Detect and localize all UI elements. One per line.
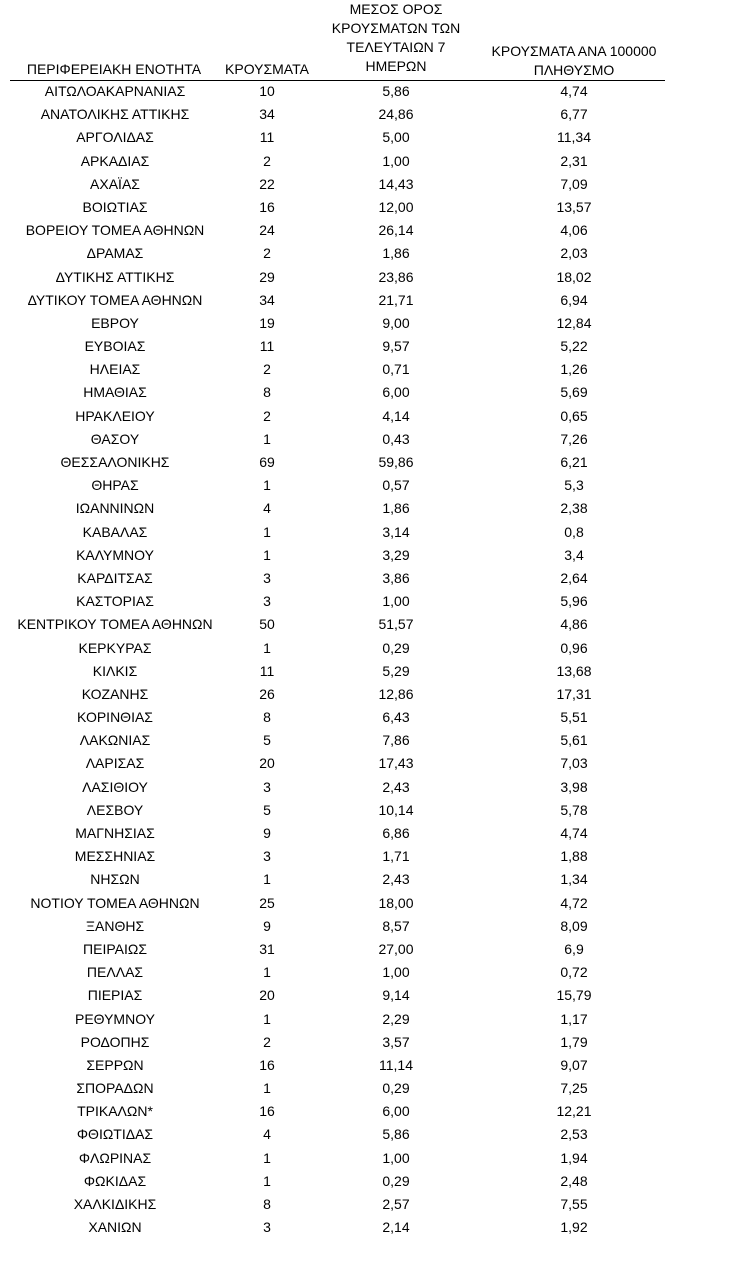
cell-cases: 24 xyxy=(259,222,275,239)
cell-avg-7-days: 27,00 xyxy=(378,940,414,957)
cell-cases: 19 xyxy=(259,314,275,331)
cell-cases: 2 xyxy=(263,152,271,169)
header-per-line: ΚΡΟΥΣΜΑΤΑ ΑΝΑ 100000 xyxy=(491,43,657,59)
cell-cases: 9 xyxy=(263,917,271,934)
table-row xyxy=(0,150,750,173)
cell-cases: 1 xyxy=(263,477,271,494)
cell-region: ΜΕΣΣΗΝΙΑΣ xyxy=(74,848,156,865)
table-row xyxy=(0,637,750,660)
cell-avg-7-days: 23,86 xyxy=(378,268,414,285)
cell-per-100k: 7,25 xyxy=(560,1080,588,1097)
table-row xyxy=(0,1031,750,1054)
cell-avg-7-days: 6,00 xyxy=(382,384,410,401)
cell-region: ΘΑΣΟΥ xyxy=(90,430,140,447)
header-per-line: ΠΛΗΘΥΣΜΟ xyxy=(533,62,615,78)
table-row xyxy=(0,497,750,520)
cell-region: ΚΟΡΙΝΘΙΑΣ xyxy=(77,709,153,726)
cell-per-100k: 4,86 xyxy=(560,616,588,633)
cell-per-100k: 4,74 xyxy=(560,83,588,99)
cell-avg-7-days: 7,86 xyxy=(382,732,410,749)
cell-per-100k: 2,53 xyxy=(560,1126,588,1143)
cell-region: ΚΑΡΔΙΤΣΑΣ xyxy=(77,569,153,586)
cell-per-100k: 0,72 xyxy=(560,964,588,981)
cell-region: ΘΕΣΣΑΛΟΝΙΚΗΣ xyxy=(60,454,170,470)
cell-per-100k: 5,69 xyxy=(560,384,588,401)
cell-avg-7-days: 8,57 xyxy=(382,917,410,934)
cell-cases: 25 xyxy=(259,894,275,911)
table-row xyxy=(0,938,750,961)
cell-cases: 3 xyxy=(263,593,271,610)
cell-region: ΧΑΝΙΩΝ xyxy=(88,1219,142,1236)
table-row xyxy=(0,266,750,289)
table-row xyxy=(0,776,750,799)
cell-per-100k: 1,79 xyxy=(560,1033,588,1050)
cell-cases: 10 xyxy=(259,83,275,99)
cell-region: ΦΘΙΩΤΙΔΑΣ xyxy=(76,1126,154,1143)
cell-avg-7-days: 5,86 xyxy=(382,1126,410,1143)
cell-region: ΝΗΣΩΝ xyxy=(90,871,140,888)
cell-region: ΙΩΑΝΝΙΝΩΝ xyxy=(75,500,155,517)
cell-per-100k: 5,51 xyxy=(560,709,588,726)
cell-per-100k: 5,61 xyxy=(560,732,588,749)
cell-per-100k: 13,57 xyxy=(556,198,592,215)
table-row xyxy=(0,613,750,636)
table-row xyxy=(0,196,750,219)
table-row xyxy=(0,381,750,404)
cell-region: ΕΒΡΟΥ xyxy=(91,314,139,331)
cell-per-100k: 17,31 xyxy=(556,685,592,702)
cell-avg-7-days: 1,86 xyxy=(382,245,410,262)
cell-per-100k: 6,9 xyxy=(564,940,584,957)
cell-cases: 3 xyxy=(263,848,271,865)
cell-cases: 1 xyxy=(263,1172,271,1189)
cell-per-100k: 13,68 xyxy=(556,662,592,679)
header-cases: ΚΡΟΥΣΜΑΤΑ xyxy=(225,61,309,77)
cell-per-100k: 2,48 xyxy=(560,1172,588,1189)
cell-per-100k: 5,96 xyxy=(560,593,588,610)
cell-region: ΛΑΚΩΝΙΑΣ xyxy=(79,732,151,749)
cell-avg-7-days: 1,00 xyxy=(382,152,410,169)
cell-region: ΚΑΣΤΟΡΙΑΣ xyxy=(76,593,154,610)
table-row xyxy=(0,868,750,891)
header-cases-per-100k xyxy=(470,42,678,80)
cell-region: ΑΙΤΩΛΟΑΚΑΡΝΑΝΙΑΣ xyxy=(44,83,186,99)
cell-avg-7-days: 0,29 xyxy=(382,1172,410,1189)
cell-region: ΔΡΑΜΑΣ xyxy=(86,245,144,262)
cell-cases: 20 xyxy=(259,755,275,772)
cell-avg-7-days: 9,57 xyxy=(382,338,410,355)
cell-region: ΒΟΙΩΤΙΑΣ xyxy=(82,198,148,215)
cell-region: ΗΛΕΙΑΣ xyxy=(89,361,141,378)
cell-cases: 1 xyxy=(263,1149,271,1166)
table-row xyxy=(0,173,750,196)
cell-per-100k: 0,8 xyxy=(564,523,584,540)
cell-region: ΗΡΑΚΛΕΙΟΥ xyxy=(75,407,155,424)
cell-avg-7-days: 0,29 xyxy=(382,639,410,656)
table-row xyxy=(0,242,750,265)
cell-per-100k: 4,72 xyxy=(560,894,588,911)
table-row xyxy=(0,335,750,358)
cell-per-100k: 7,09 xyxy=(560,175,588,192)
cell-cases: 20 xyxy=(259,987,275,1004)
cell-cases: 4 xyxy=(263,500,271,517)
cell-per-100k: 9,07 xyxy=(560,1056,588,1073)
cell-region: ΜΑΓΝΗΣΙΑΣ xyxy=(75,825,155,841)
cell-region: ΚΕΡΚΥΡΑΣ xyxy=(78,639,152,656)
cell-avg-7-days: 0,71 xyxy=(382,361,410,378)
cell-cases: 8 xyxy=(263,384,271,401)
cell-avg-7-days: 1,71 xyxy=(382,848,410,865)
cell-region: ΔΥΤΙΚΗΣ ΑΤΤΙΚΗΣ xyxy=(55,268,175,285)
table-row xyxy=(0,1008,750,1031)
header-avg-line: ΚΡΟΥΣΜΑΤΩΝ ΤΩΝ xyxy=(331,20,461,36)
cell-cases: 22 xyxy=(259,175,275,192)
cell-cases: 2 xyxy=(263,361,271,378)
cell-per-100k: 1,92 xyxy=(560,1219,588,1236)
cell-region: ΦΛΩΡΙΝΑΣ xyxy=(78,1149,152,1166)
cell-cases: 1 xyxy=(263,546,271,563)
cell-avg-7-days: 12,00 xyxy=(378,198,414,215)
cell-cases: 3 xyxy=(263,778,271,795)
cell-avg-7-days: 2,29 xyxy=(382,1010,410,1027)
cell-region: ΠΙΕΡΙΑΣ xyxy=(87,987,143,1004)
cell-per-100k: 1,26 xyxy=(560,361,588,378)
cell-avg-7-days: 5,00 xyxy=(382,129,410,146)
cell-cases: 16 xyxy=(259,1056,275,1073)
cell-per-100k: 4,06 xyxy=(560,222,588,239)
table-row xyxy=(0,567,750,590)
cell-per-100k: 3,98 xyxy=(560,778,588,795)
cell-avg-7-days: 14,43 xyxy=(378,175,414,192)
cell-avg-7-days: 24,86 xyxy=(378,106,414,123)
header-avg-line: ΤΕΛΕΥΤΑΙΩΝ 7 xyxy=(346,39,446,55)
cell-avg-7-days: 2,57 xyxy=(382,1196,410,1212)
cell-cases: 1 xyxy=(263,523,271,540)
cell-per-100k: 2,03 xyxy=(560,245,588,262)
cell-region: ΑΧΑΪΑΣ xyxy=(90,175,140,192)
cell-avg-7-days: 3,57 xyxy=(382,1033,410,1050)
cell-region: ΛΕΣΒΟΥ xyxy=(86,801,144,818)
cell-per-100k: 4,74 xyxy=(560,825,588,841)
header-region: ΠΕΡΙΦΕΡΕΙΑΚΗ ΕΝΟΤΗΤΑ xyxy=(26,61,202,77)
cell-cases: 2 xyxy=(263,245,271,262)
table-row xyxy=(0,845,750,868)
cell-per-100k: 6,21 xyxy=(560,454,588,470)
cell-per-100k: 5,78 xyxy=(560,801,588,818)
cell-region: ΡΟΔΟΠΗΣ xyxy=(80,1033,150,1050)
cell-region: ΚΑΛΥΜΝΟΥ xyxy=(76,546,154,563)
cell-avg-7-days: 6,43 xyxy=(382,709,410,726)
cell-cases: 1 xyxy=(263,1080,271,1097)
cell-per-100k: 1,17 xyxy=(560,1010,588,1027)
cell-cases: 1 xyxy=(263,871,271,888)
cell-region: ΛΑΣΙΘΙΟΥ xyxy=(82,778,148,795)
cell-region: ΠΕΛΛΑΣ xyxy=(86,964,144,981)
cell-avg-7-days: 6,00 xyxy=(382,1103,410,1120)
cell-per-100k: 5,22 xyxy=(560,338,588,355)
table-row xyxy=(0,521,750,544)
table-row xyxy=(0,289,750,312)
cell-per-100k: 0,96 xyxy=(560,639,588,656)
cell-per-100k: 12,21 xyxy=(556,1103,592,1120)
table-row xyxy=(0,1077,750,1100)
cell-cases: 1 xyxy=(263,1010,271,1027)
cell-cases: 1 xyxy=(263,430,271,447)
cell-cases: 29 xyxy=(259,268,275,285)
table-row xyxy=(0,752,750,775)
table-row xyxy=(0,1147,750,1170)
table-row xyxy=(0,1170,750,1193)
cell-region: ΣΠΟΡΑΔΩΝ xyxy=(76,1080,154,1097)
cell-per-100k: 8,09 xyxy=(560,917,588,934)
table-row xyxy=(0,126,750,149)
cell-avg-7-days: 11,14 xyxy=(379,1056,413,1073)
table-row xyxy=(0,1193,750,1216)
cell-per-100k: 6,77 xyxy=(560,106,588,123)
cell-cases: 50 xyxy=(259,616,275,633)
cell-avg-7-days: 21,71 xyxy=(378,291,414,308)
table-row xyxy=(0,961,750,984)
cell-per-100k: 2,64 xyxy=(560,569,588,586)
cell-cases: 3 xyxy=(263,1219,271,1236)
cell-cases: 31 xyxy=(259,940,275,957)
cell-avg-7-days: 59,86 xyxy=(378,454,414,470)
cell-avg-7-days: 0,43 xyxy=(382,430,410,447)
cell-region: ΞΑΝΘΗΣ xyxy=(85,917,145,934)
cell-region: ΑΡΚΑΔΙΑΣ xyxy=(80,152,150,169)
cell-per-100k: 15,79 xyxy=(556,987,592,1004)
cell-avg-7-days: 1,00 xyxy=(382,593,410,610)
cell-per-100k: 2,31 xyxy=(560,152,588,169)
cell-cases: 5 xyxy=(263,732,271,749)
cell-region: ΤΡΙΚΑΛΩΝ* xyxy=(77,1103,153,1120)
cell-per-100k: 11,34 xyxy=(557,129,591,146)
table-row xyxy=(0,474,750,497)
cell-cases: 9 xyxy=(263,825,271,841)
cell-avg-7-days: 9,00 xyxy=(382,314,410,331)
cell-cases: 3 xyxy=(263,569,271,586)
header-avg-line: ΗΜΕΡΩΝ xyxy=(365,58,427,74)
cell-avg-7-days: 2,43 xyxy=(382,871,410,888)
header-avg-line: ΜΕΣΟΣ ΟΡΟΣ xyxy=(349,1,443,17)
cell-avg-7-days: 1,00 xyxy=(382,964,410,981)
cell-per-100k: 18,02 xyxy=(556,268,592,285)
cell-region: ΗΜΑΘΙΑΣ xyxy=(83,384,147,401)
table-row xyxy=(0,892,750,915)
cell-avg-7-days: 26,14 xyxy=(378,222,414,239)
table-row xyxy=(0,312,750,335)
table-row xyxy=(0,80,750,103)
cell-cases: 5 xyxy=(263,801,271,818)
cell-region: ΚΟΖΑΝΗΣ xyxy=(81,685,149,702)
cell-cases: 69 xyxy=(259,454,275,470)
cell-per-100k: 1,88 xyxy=(560,848,588,865)
table-row xyxy=(0,683,750,706)
cell-region: ΘΗΡΑΣ xyxy=(91,477,139,494)
cell-avg-7-days: 17,43 xyxy=(378,755,414,772)
cell-per-100k: 3,4 xyxy=(564,546,584,563)
table-row xyxy=(0,428,750,451)
cell-avg-7-days: 2,43 xyxy=(382,778,410,795)
table-row xyxy=(0,1216,750,1239)
cell-cases: 1 xyxy=(263,964,271,981)
table-row xyxy=(0,1100,750,1123)
cell-avg-7-days: 6,86 xyxy=(382,825,410,841)
cell-region: ΠΕΙΡΑΙΩΣ xyxy=(83,940,147,957)
table-row xyxy=(0,660,750,683)
table-row xyxy=(0,822,750,845)
cell-region: ΛΑΡΙΣΑΣ xyxy=(85,755,145,772)
cell-per-100k: 1,34 xyxy=(560,871,588,888)
cell-region: ΚΕΝΤΡΙΚΟΥ ΤΟΜΕΑ ΑΘΗΝΩΝ xyxy=(17,616,213,633)
cell-avg-7-days: 2,14 xyxy=(382,1219,410,1236)
cell-avg-7-days: 0,57 xyxy=(382,477,410,494)
table-row xyxy=(0,1054,750,1077)
cell-avg-7-days: 5,29 xyxy=(382,662,410,679)
cell-avg-7-days: 3,86 xyxy=(382,569,410,586)
table-row xyxy=(0,405,750,428)
cell-avg-7-days: 9,14 xyxy=(382,987,410,1004)
cell-per-100k: 6,94 xyxy=(560,291,588,308)
cell-region: ΣΕΡΡΩΝ xyxy=(86,1056,144,1073)
cell-cases: 11 xyxy=(259,662,275,679)
cell-cases: 34 xyxy=(259,291,275,308)
table-row xyxy=(0,544,750,567)
cell-region: ΦΩΚΙΔΑΣ xyxy=(83,1172,147,1189)
cell-region: ΕΥΒΟΙΑΣ xyxy=(84,338,146,355)
cell-avg-7-days: 4,14 xyxy=(382,407,410,424)
cell-per-100k: 7,55 xyxy=(560,1196,588,1212)
cell-region: ΑΝΑΤΟΛΙΚΗΣ ΑΤΤΙΚΗΣ xyxy=(40,106,190,123)
table-row xyxy=(0,219,750,242)
cell-per-100k: 7,03 xyxy=(560,755,588,772)
cell-region: ΔΥΤΙΚΟΥ ΤΟΜΕΑ ΑΘΗΝΩΝ xyxy=(27,291,203,308)
cell-avg-7-days: 10,14 xyxy=(378,801,414,818)
cell-cases: 8 xyxy=(263,1196,271,1212)
cell-region: ΑΡΓΟΛΙΔΑΣ xyxy=(76,129,154,146)
cell-avg-7-days: 3,14 xyxy=(382,523,410,540)
cell-avg-7-days: 1,86 xyxy=(382,500,410,517)
cell-per-100k: 0,65 xyxy=(560,407,588,424)
cell-avg-7-days: 5,86 xyxy=(382,83,410,99)
table-row xyxy=(0,358,750,381)
cell-cases: 2 xyxy=(263,1033,271,1050)
cell-cases: 2 xyxy=(263,407,271,424)
table-row xyxy=(0,451,750,474)
cell-avg-7-days: 3,29 xyxy=(382,546,410,563)
cell-region: ΡΕΘΥΜΝΟΥ xyxy=(74,1010,155,1027)
cell-avg-7-days: 0,29 xyxy=(382,1080,410,1097)
table-row xyxy=(0,103,750,126)
cell-cases: 4 xyxy=(263,1126,271,1143)
cell-region: ΝΟΤΙΟΥ ΤΟΜΕΑ ΑΘΗΝΩΝ xyxy=(30,894,200,911)
cell-region: ΚΑΒΑΛΑΣ xyxy=(82,523,148,540)
table-row xyxy=(0,1123,750,1146)
cell-avg-7-days: 18,00 xyxy=(378,894,414,911)
cell-cases: 8 xyxy=(263,709,271,726)
table-row xyxy=(0,706,750,729)
cell-per-100k: 5,3 xyxy=(564,477,584,494)
cell-cases: 16 xyxy=(259,1103,275,1120)
cell-per-100k: 1,94 xyxy=(560,1149,588,1166)
table-row xyxy=(0,915,750,938)
table-body xyxy=(0,80,750,1239)
cell-cases: 1 xyxy=(263,639,271,656)
header-avg-7-days xyxy=(322,0,470,76)
table-row xyxy=(0,729,750,752)
cell-per-100k: 2,38 xyxy=(560,500,588,517)
cell-cases: 16 xyxy=(259,198,275,215)
cell-cases: 34 xyxy=(259,106,275,123)
cell-per-100k: 12,84 xyxy=(556,314,592,331)
cell-cases: 26 xyxy=(259,685,275,702)
table-row xyxy=(0,799,750,822)
cell-region: ΧΑΛΚΙΔΙΚΗΣ xyxy=(73,1196,157,1212)
cell-avg-7-days: 1,00 xyxy=(382,1149,410,1166)
cell-region: ΒΟΡΕΙΟΥ ΤΟΜΕΑ ΑΘΗΝΩΝ xyxy=(25,222,205,239)
cell-avg-7-days: 12,86 xyxy=(378,685,414,702)
table-row xyxy=(0,590,750,613)
cell-per-100k: 7,26 xyxy=(560,430,588,447)
cell-avg-7-days: 51,57 xyxy=(378,616,414,633)
table-row xyxy=(0,984,750,1007)
cell-region: ΚΙΛΚΙΣ xyxy=(92,662,138,679)
cell-cases: 11 xyxy=(259,338,275,355)
cell-cases: 11 xyxy=(259,129,275,146)
